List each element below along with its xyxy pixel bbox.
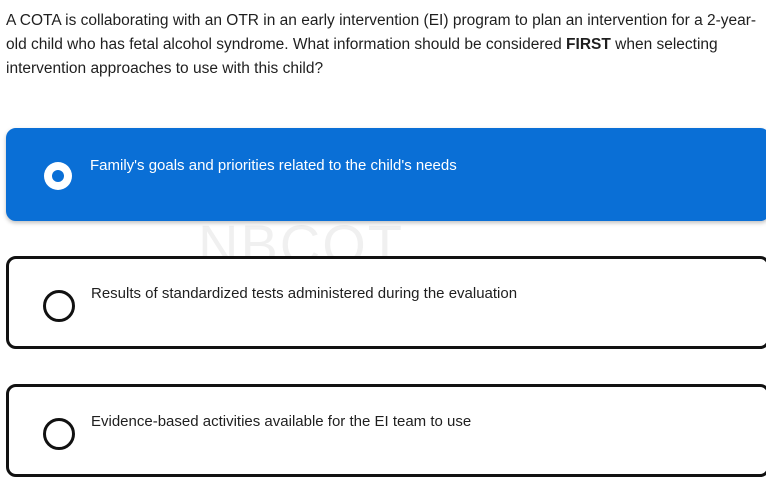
question-stem — [6, 9, 758, 81]
question-emphasis: FIRST — [566, 36, 611, 53]
answer-option-label: Family's goals and priorities related to the child's needs — [90, 157, 457, 174]
answer-option-3[interactable] — [6, 384, 766, 477]
radio-unselected-icon[interactable] — [43, 418, 75, 450]
question-text-before: A COTA is collaborating with an OTR in an early intervention (EI) program to plan an intervention for a 2-year-old child who has fetal alcohol syndrome. What information should be considered — [6, 12, 757, 53]
watermark: NBCOT — [198, 213, 404, 276]
radio-unselected-icon[interactable] — [43, 290, 75, 322]
answer-option-2[interactable] — [6, 256, 766, 349]
answer-option-1[interactable] — [6, 128, 766, 221]
answer-option-label: Results of standardized tests administered during the evaluation — [91, 285, 518, 302]
radio-selected-icon[interactable] — [44, 162, 72, 190]
question-text-after: when selecting intervention approaches to use with this child? — [6, 36, 718, 77]
answer-option-label: Evidence-based activities available for the EI team to use — [91, 413, 472, 430]
